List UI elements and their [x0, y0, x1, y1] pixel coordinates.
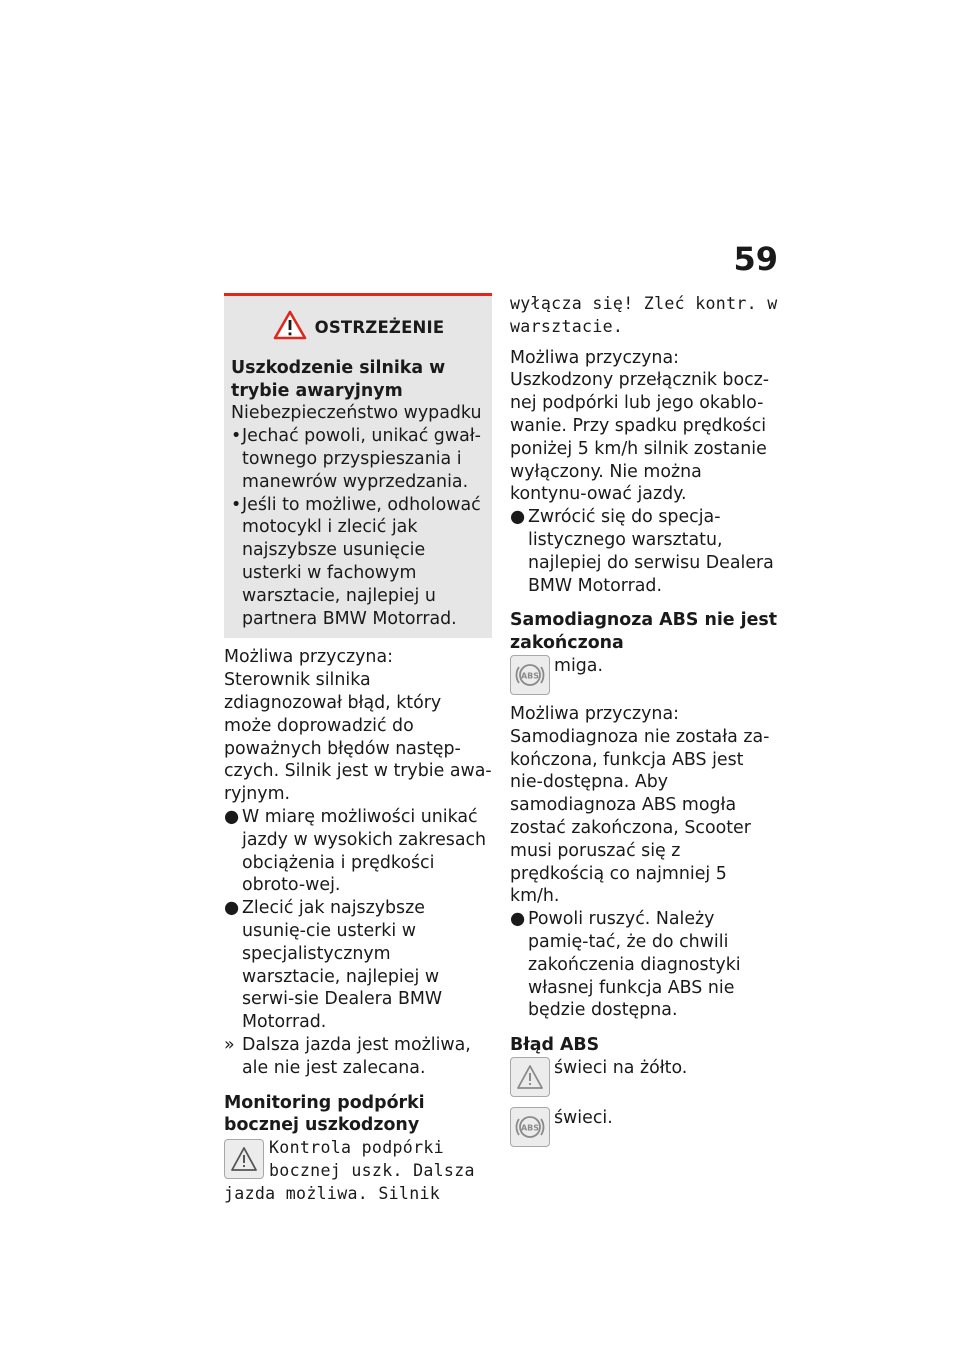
cause-label: Możliwa przyczyna: [510, 703, 679, 724]
result-item: » Dalsza jazda jest możliwa, ale nie jest zalecana. [224, 1034, 471, 1078]
cause-label: Możliwa przyczyna: [224, 647, 393, 668]
list-item: ● Zlecić jak najszybsze usunię-cie usterki w specjalistycznym warsztacie, najlepiej w serwi-sie Dealera BMW Motorrad. [224, 898, 443, 1033]
abs-indicator-state: miga. [554, 655, 603, 676]
abs-error-row [510, 1107, 778, 1147]
cause-text: Uszkodzony przełącznik bocz-nej podpórki lub jego okablo-wanie. Przy spadku prędkości poniżej 5 km/h silnik zostanie wyłączony. Nie można kontynu-ować jazdy. [510, 370, 770, 505]
abs-indicator-row [510, 655, 778, 695]
warning-subtitle: Niebezpieczeństwo wypadku [231, 403, 482, 424]
list-item: ● Zwrócić się do specja-listycznego warsztatu, najlepiej do serwisu Dealera BMW Motorrad. [510, 507, 774, 596]
abs-icon [510, 655, 550, 695]
list-item: ● W miarę możliwości unikać jazdy w wysokich zakresach obciążenia i prędkości obroto-wej. [224, 806, 487, 896]
list-item: • Jeśli to możliwe, odholować motocykl i zlecić jak najszybsze usunięcie usterki w fachowym warsztacie, najlepiej u partnera BMW Motorrad. [231, 494, 481, 629]
right-column [510, 293, 778, 1147]
cause-label: Możliwa przyczyna: [510, 347, 679, 368]
warning-list [231, 425, 486, 630]
action-list [510, 506, 778, 597]
list-item: • Jechać powoli, unikać gwał-townego przyspieszania i manewrów wyprzedzania. [231, 426, 481, 492]
general-warning-row [510, 1057, 778, 1097]
action-list [510, 908, 778, 1022]
warning-triangle-icon [273, 310, 307, 347]
display-text-continued: wyłącza się! Zleć kontr. w warsztacie. [510, 294, 778, 336]
page-number: 59 [733, 240, 778, 278]
list-item: ● Powoli ruszyć. Należy pamię-tać, że do chwili zakończenia diagnostyki własnej funkcja ABS nie będzie dostępna. [510, 909, 741, 1021]
action-list [224, 806, 492, 1080]
left-column [224, 293, 492, 1205]
general-warning-icon [224, 1139, 264, 1179]
abs-error-state: świeci. [554, 1107, 613, 1128]
cause-text: Samodiagnoza nie została za-kończona, funkcja ABS jest nie-dostępna. Aby samodiagnoza ABS mogła zostać zakończona, Scooter musi poruszać się z prędkością co najmniej 5 km/h. [510, 726, 770, 907]
display-text: Kontrola podpórki bocznej uszk. Dalsza jazda możliwa. Silnik [224, 1138, 475, 1203]
abs-icon-text: ABS [520, 1123, 540, 1133]
section-title-abs-selfdiag: Samodiagnoza ABS nie jest zakończona [510, 610, 778, 654]
warning-header [231, 310, 486, 347]
section-title-side-stand: Monitoring podpórki bocznej uszkodzony [224, 1092, 425, 1136]
display-message [224, 1137, 492, 1205]
warning-box [224, 293, 492, 638]
warning-indicator-state: świeci na żółto. [554, 1057, 688, 1078]
warning-label: OSTRZEŻENIE [314, 318, 445, 337]
section-title-abs-error: Błąd ABS [510, 1035, 600, 1056]
abs-icon-text: ABS [520, 671, 540, 681]
warning-title: Uszkodzenie silnika w trybie awaryjnym [231, 357, 446, 401]
abs-icon [510, 1107, 550, 1147]
cause-text: Sterownik silnika zdiagnozował błąd, który może doprowadzić do poważnych błędów następ-czych. Silnik jest w trybie awa-ryjnym. [224, 670, 492, 805]
general-warning-icon [510, 1057, 550, 1097]
